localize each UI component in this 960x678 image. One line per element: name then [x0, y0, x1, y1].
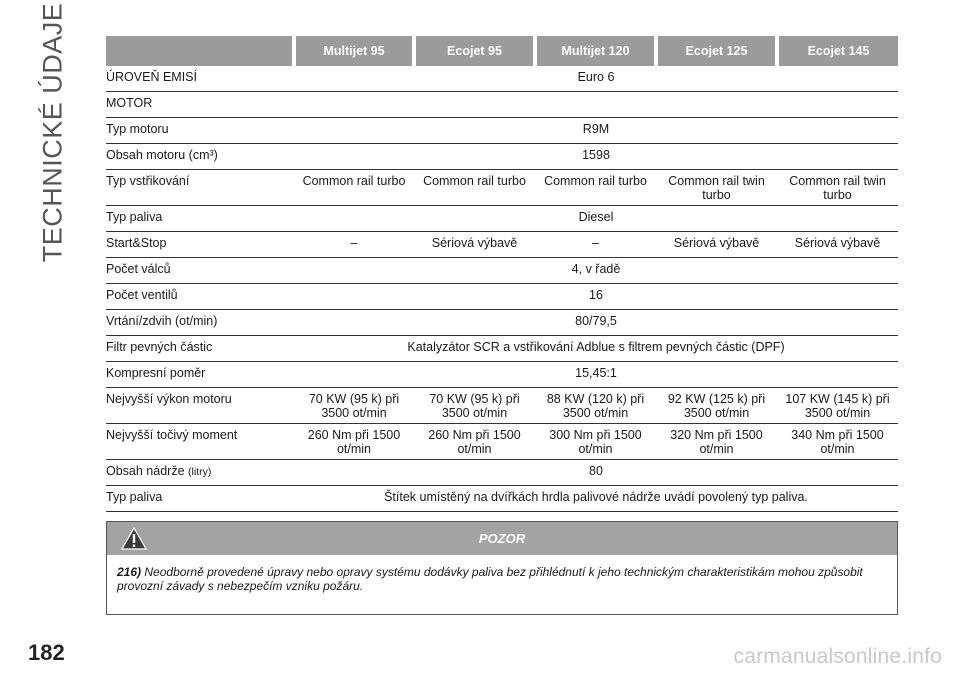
table-cell-span: Štítek umístěný na dvířkách hrdla palivové nádrže uvádí povolený typ paliva.	[294, 486, 898, 512]
row-label	[106, 388, 294, 424]
table-cell-span: 15,45:1	[294, 362, 898, 388]
row-label-text: Start&Stop	[106, 236, 167, 250]
table-row	[106, 232, 898, 258]
table-cell-span: 80	[294, 460, 898, 486]
table-row	[106, 66, 898, 92]
table-cell: Common rail turbo	[414, 170, 535, 206]
table-row	[106, 424, 898, 460]
row-label	[106, 486, 294, 512]
row-label	[106, 118, 294, 144]
warning-triangle-icon	[121, 527, 147, 550]
row-label	[106, 92, 294, 118]
table-cell: 107 KW (145 k) při 3500 ot/min	[777, 388, 898, 424]
row-label	[106, 362, 294, 388]
table-cell-span: Diesel	[294, 206, 898, 232]
table-cell: Common rail turbo	[535, 170, 656, 206]
header-label-cell	[106, 36, 294, 66]
row-label	[106, 310, 294, 336]
warning-title: POZOR	[478, 531, 526, 546]
table-cell: 260 Nm při 1500 ot/min	[414, 424, 535, 460]
table-cell-span: R9M	[294, 118, 898, 144]
column-header: Multijet 120	[535, 36, 656, 66]
table-cell-span: 80/79,5	[294, 310, 898, 336]
table-row	[106, 258, 898, 284]
row-label-text: Nejvyšší výkon motoru	[106, 392, 232, 406]
table-cell: 340 Nm při 1500 ot/min	[777, 424, 898, 460]
table-cell-span: 16	[294, 284, 898, 310]
table-cell: 320 Nm při 1500 ot/min	[656, 424, 777, 460]
row-label	[106, 206, 294, 232]
row-label	[106, 258, 294, 284]
table-row	[106, 92, 898, 118]
row-label-text: MOTOR	[106, 96, 153, 110]
row-label	[106, 232, 294, 258]
table-row	[106, 388, 898, 424]
row-label	[106, 424, 294, 460]
table-cell: 70 KW (95 k) při 3500 ot/min	[294, 388, 414, 424]
row-label-text: Počet válců	[106, 262, 171, 276]
row-label	[106, 336, 294, 362]
warning-reference: 216)	[117, 565, 142, 579]
table-cell: 260 Nm při 1500 ot/min	[294, 424, 414, 460]
page-number: 182	[28, 640, 65, 665]
table-cell: Sériová výbavě	[656, 232, 777, 258]
table-cell: 70 KW (95 k) při 3500 ot/min	[414, 388, 535, 424]
row-label	[106, 284, 294, 310]
table-cell: Common rail twin turbo	[656, 170, 777, 206]
column-header: Multijet 95	[294, 36, 414, 66]
table-cell-span: Katalyzátor SCR a vstřikování Adblue s filtrem pevných částic (DPF)	[294, 336, 898, 362]
table-cell: Common rail twin turbo	[777, 170, 898, 206]
row-label-text: Typ motoru	[106, 122, 169, 136]
table-row	[106, 284, 898, 310]
row-label	[106, 170, 294, 206]
spec-table	[106, 36, 898, 512]
row-label-text: Kompresní poměr	[106, 366, 206, 380]
table-row	[106, 206, 898, 232]
table-row	[106, 310, 898, 336]
table-cell: 300 Nm při 1500 ot/min	[535, 424, 656, 460]
column-header: Ecojet 145	[777, 36, 898, 66]
section-title: TECHNICKÉ ÚDAJE	[37, 2, 68, 262]
row-label-unit: (litry)	[188, 466, 212, 478]
warning-box	[106, 521, 898, 615]
table-cell: Sériová výbavě	[414, 232, 535, 258]
row-label-text: Nejvyšší točivý moment	[106, 428, 238, 442]
row-label-text: Typ vstřikování	[106, 174, 190, 188]
warning-body: Neodborně provedené úpravy nebo opravy systému dodávky paliva bez přihlédnutí k jeho technickým charakteristikám mohou způsobit provozní závady s nebezpečím vzniku požáru.	[117, 565, 863, 593]
row-label-text: Filtr pevných částic	[106, 340, 213, 354]
column-header: Ecojet 125	[656, 36, 777, 66]
warning-header	[107, 522, 897, 555]
table-cell-span	[294, 92, 898, 118]
row-label-text: Počet ventilů	[106, 288, 178, 302]
table-cell: –	[535, 232, 656, 258]
table-row	[106, 362, 898, 388]
warning-text	[107, 555, 897, 593]
watermark: carmanualsonline.info	[733, 645, 942, 668]
table-cell: 92 KW (125 k) při 3500 ot/min	[656, 388, 777, 424]
table-cell: –	[294, 232, 414, 258]
row-label-text: Typ paliva	[106, 210, 163, 224]
table-cell: 88 KW (120 k) při 3500 ot/min	[535, 388, 656, 424]
row-label-text: Typ paliva	[106, 490, 163, 504]
row-label-text: Vrtání/zdvih (ot/min)	[106, 314, 218, 328]
table-row	[106, 460, 898, 486]
row-label	[106, 66, 294, 92]
row-label-text: Obsah nádrže	[106, 464, 185, 478]
table-row	[106, 486, 898, 512]
table-row	[106, 118, 898, 144]
table-header-row	[106, 36, 898, 66]
row-label	[106, 460, 294, 486]
row-label	[106, 144, 294, 170]
table-cell-span: 1598	[294, 144, 898, 170]
table-row	[106, 170, 898, 206]
table-cell: Common rail turbo	[294, 170, 414, 206]
table-cell-span: 4, v řadě	[294, 258, 898, 284]
table-row	[106, 336, 898, 362]
section-title-vertical	[18, 2, 88, 262]
row-label-text: Obsah motoru (cm³)	[106, 148, 218, 162]
row-label-text: ÚROVEŇ EMISÍ	[106, 70, 197, 84]
table-cell-span: Euro 6	[294, 66, 898, 92]
table-row	[106, 144, 898, 170]
column-header: Ecojet 95	[414, 36, 535, 66]
table-cell: Sériová výbavě	[777, 232, 898, 258]
